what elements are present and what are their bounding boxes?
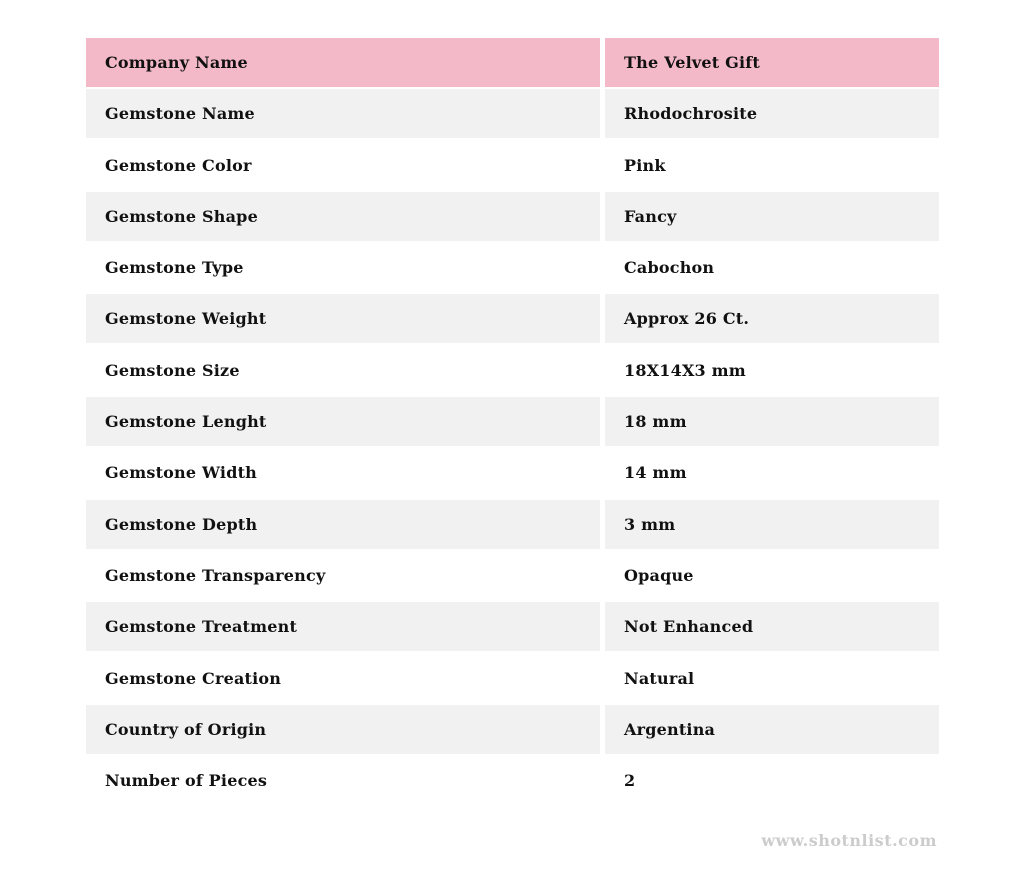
field-label: Gemstone Size (105, 360, 240, 380)
field-value: Rhodochrosite (605, 89, 939, 138)
table-header-row (86, 38, 939, 87)
table-row (86, 346, 939, 395)
field-value: Argentina (605, 705, 939, 754)
field-value: Pink (624, 155, 666, 175)
field-value: 2 (624, 771, 636, 791)
field-value: 3 mm (605, 500, 939, 549)
table-row (86, 294, 939, 343)
table-row (86, 551, 939, 600)
field-label: Company Name (86, 38, 600, 87)
field-label: Gemstone Type (105, 258, 244, 278)
table-row (86, 705, 939, 754)
field-value: 18 mm (605, 397, 939, 446)
website-watermark: www.shotnlist.com (761, 831, 937, 850)
field-label: Country of Origin (86, 705, 600, 754)
field-value: The Velvet Gift (605, 38, 939, 87)
field-value: Fancy (605, 192, 939, 241)
field-label: Gemstone Creation (105, 668, 282, 688)
field-label: Number of Pieces (105, 771, 268, 791)
field-label: Gemstone Treatment (86, 602, 600, 651)
table-row (86, 89, 939, 138)
field-value: Not Enhanced (605, 602, 939, 651)
field-label: Gemstone Depth (86, 500, 600, 549)
field-value: Approx 26 Ct. (605, 294, 939, 343)
field-value: Opaque (624, 565, 694, 585)
field-label: Gemstone Width (105, 463, 258, 483)
field-label: Gemstone Shape (86, 192, 600, 241)
field-value: Natural (624, 668, 695, 688)
table-row (86, 192, 939, 241)
table-row (86, 448, 939, 497)
field-value: Cabochon (624, 258, 715, 278)
field-label: Gemstone Weight (86, 294, 600, 343)
table-row (86, 756, 939, 805)
table-row (86, 654, 939, 703)
table-row (86, 602, 939, 651)
field-label: Gemstone Lenght (86, 397, 600, 446)
table-row (86, 500, 939, 549)
field-label: Gemstone Color (105, 155, 252, 175)
table-row (86, 397, 939, 446)
field-label: Gemstone Transparency (105, 565, 326, 585)
field-value: 18X14X3 mm (624, 360, 746, 380)
table-row (86, 141, 939, 190)
field-value: 14 mm (624, 463, 687, 483)
gemstone-spec-table (86, 38, 939, 805)
field-label: Gemstone Name (86, 89, 600, 138)
table-row (86, 243, 939, 292)
